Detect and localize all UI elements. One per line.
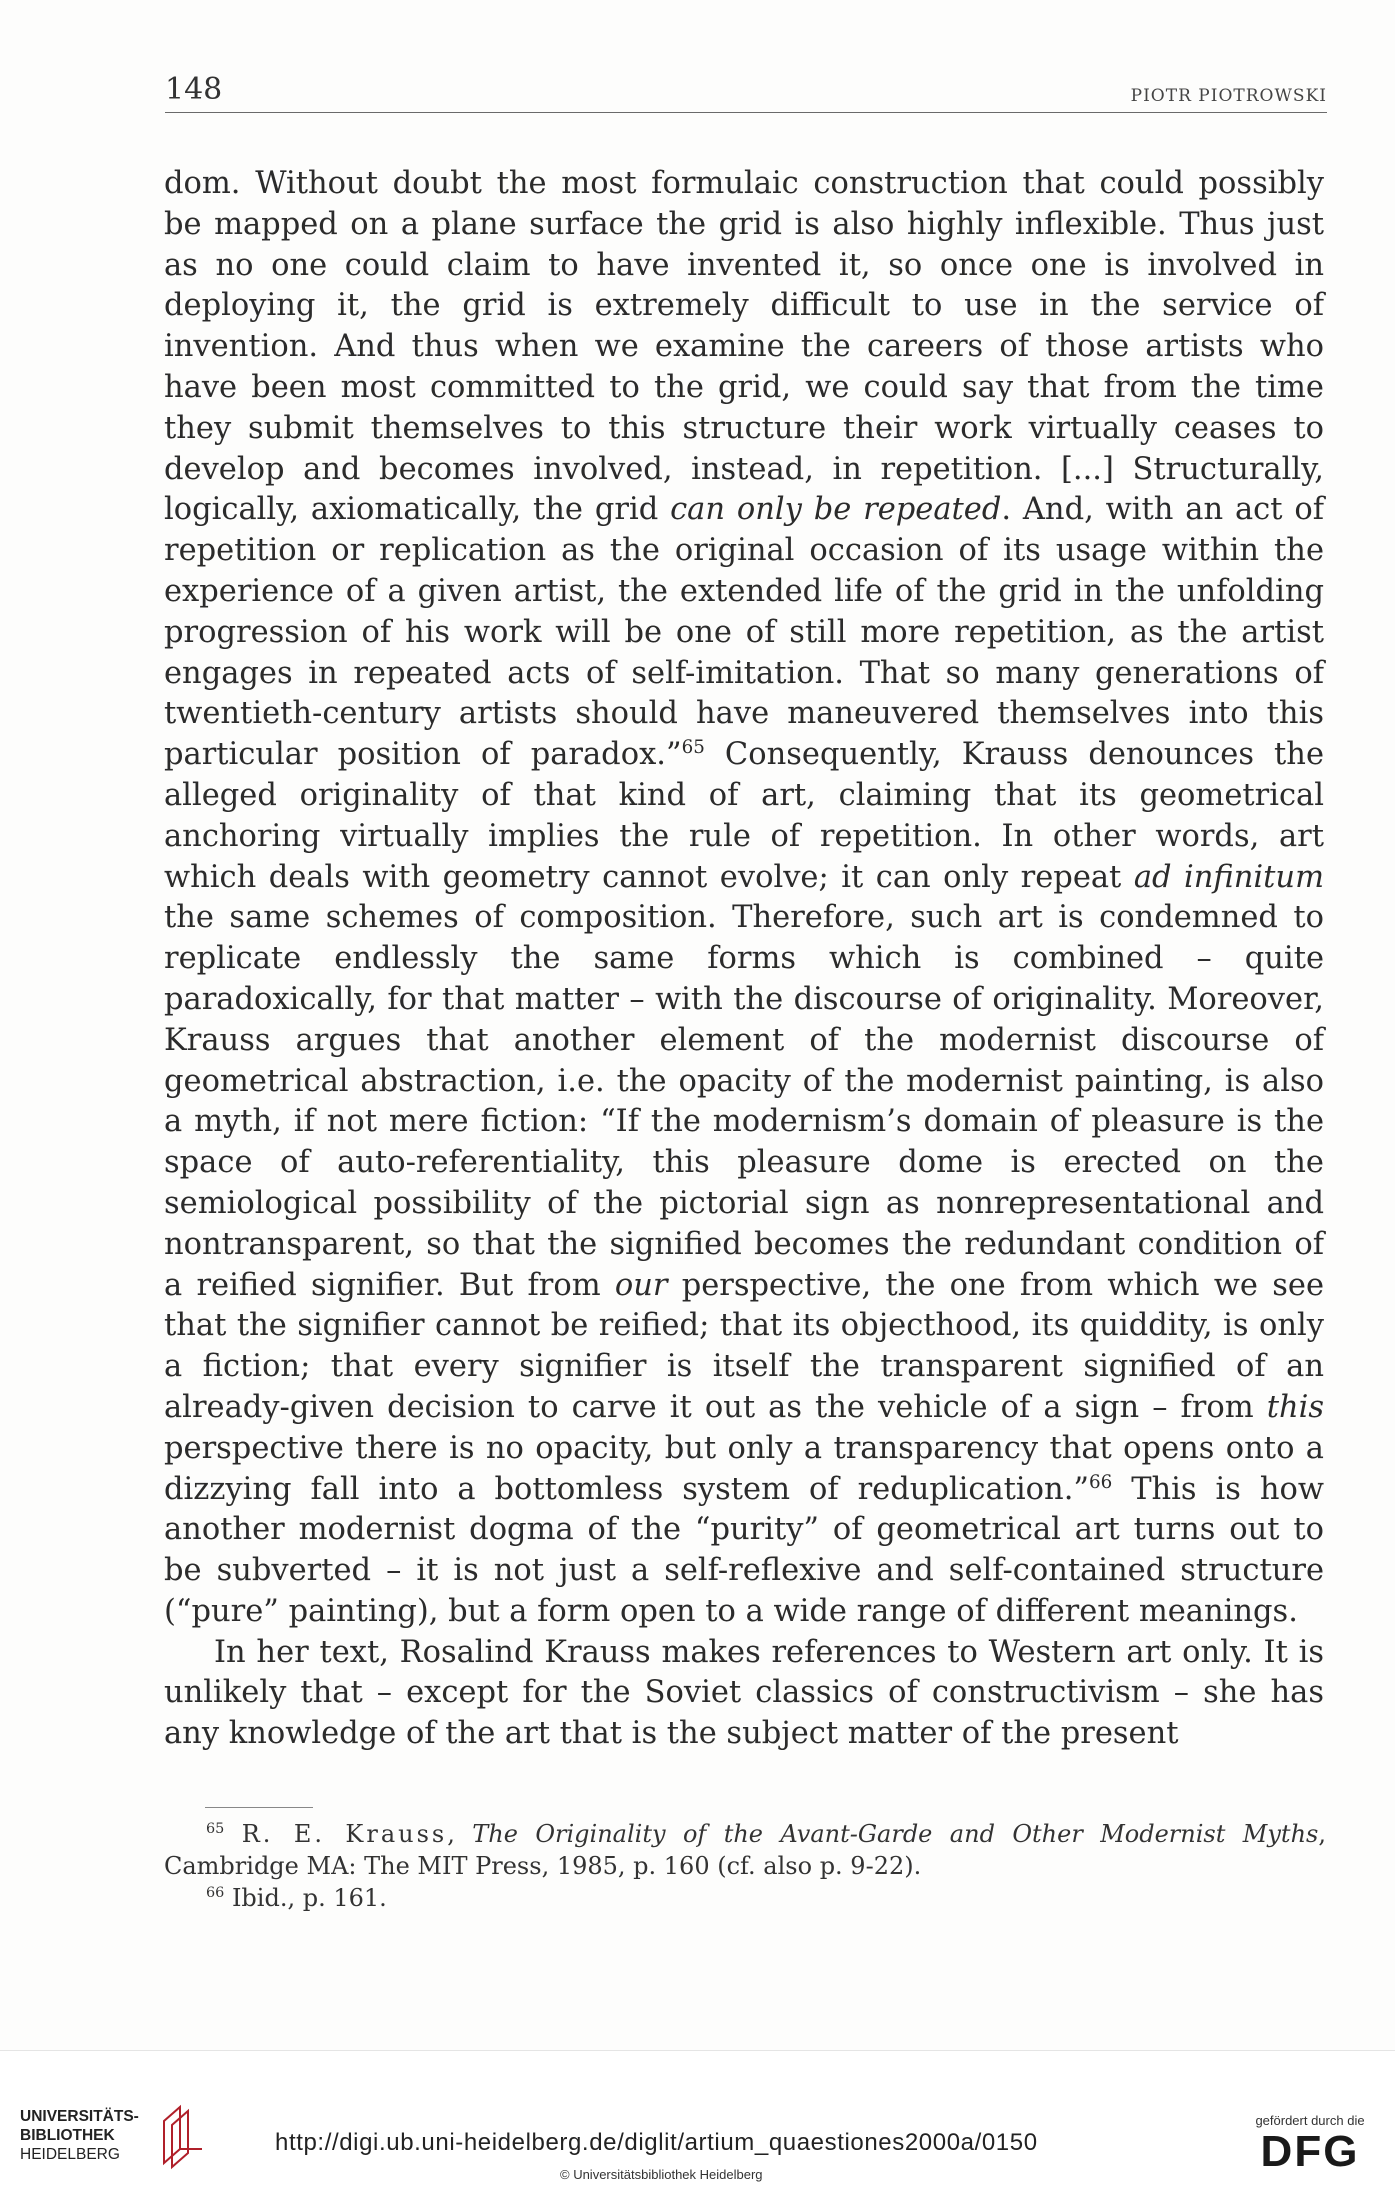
footnote-number: 65 xyxy=(206,1821,225,1837)
page-number: 148 xyxy=(165,72,223,107)
paragraph: dom. Without doubt the most formulaic construction that could possibly be mapped on a plane surface the grid is also highly inflexible. Thus just as no one could claim to have invented it, so once one is involved in deploying it, the grid is extremely difficult to use in the service of invention. And thus when we examine the careers of those artists who have been most committed to the grid, we could say that from the time they submit themselves to this structure their work virtually ceases to develop and becomes involved, instead, in repetition. [...] Structurally, logically, axiomatically, the grid can only be repeated. And, with an act of repetition or replication as the original occasion of its usage within the experience of a given artist, the extended life of the grid in the unfolding progression of his work will be one of still more repetition, as the artist engages in repeated acts of self-imitation. That so many generations of twentieth-century artists should have maneuvered themselves into this particular position of paradox.”$^{65}$ Consequently, Krauss denounces the alleged originality of that kind of art, claiming that its geometrical anchoring virtually implies the rule of repetition. In other words, art which deals with geometry cannot evolve; it can only repeat ad infinitum the same schemes of composition. Therefore, such art is condemned to replicate endlessly the same forms which is combined – quite paradoxically, for that matter – with the discourse of originality. Moreover, Krauss argues that another element of the modernist discourse of geometrical abstraction, i.e. the opacity of the modernist painting, is also a myth, if not mere fiction: “If the modernism’s domain of pleasure is the space of auto-referentiality, this pleasure dome is erected on the semiological possibility of the pictorial sign as nonrepresentational and nontransparent, so that the signified becomes the redundant condition of a reified signifier. But from our perspective, the one from which we see that the signifier cannot be reified; that its objecthood, its quiddity, is only a fiction; that every signifier is itself the transparent signified of an already-given decision to carve it out as the vehicle of a sign – from this perspective there is no opacity, but only a transparency that opens onto a dizzying fall into a bottomless system of reduplication.”$^{66}$ This is how another modernist dogma of the “purity” of geometrical art turns out to be subverted – it is not just a self-reflexive and self-contained structure (“pure” painting), but a form open to a wide range of different meanings. xyxy=(164,166,1324,1629)
footnote-65: $^{65}$ R. E. Krauss, The Originality of the Avant-Garde and Other Modernist Myths, Cambridge MA: The MIT Press, 1985, p. 160 (cf. also p. 9-22). xyxy=(164,1820,1326,1880)
page-header xyxy=(165,72,1327,113)
body-text xyxy=(164,164,1324,1755)
dfg-logo: DFG xyxy=(1260,2127,1360,2176)
copyright-notice: © Universitätsbibliothek Heidelberg xyxy=(560,2167,763,2182)
library-logo[interactable] xyxy=(20,2101,210,2173)
permalink-url[interactable]: http://digi.ub.uni-heidelberg.de/diglit/artium_quaestiones2000a/0150 xyxy=(275,2129,1038,2156)
paragraph: In her text, Rosalind Krauss makes references to Western art only. It is unlikely that – except for the Soviet classics of constructivism – she has any knowledge of the art that is the subject matter of the present xyxy=(164,1634,1324,1752)
emphasis: our xyxy=(614,1267,668,1303)
emphasis: can only be repeated xyxy=(670,492,1002,528)
footnote-number: 66 xyxy=(206,1885,225,1901)
emphasis: ad infinitum xyxy=(1133,859,1324,895)
running-head: PIOTR PIOTROWSKI xyxy=(1130,86,1327,106)
footnote-66: $^{66}$ Ibid., p. 161. xyxy=(206,1884,387,1912)
footnote-title: The Originality of the Avant-Garde and Other Modernist Myths xyxy=(472,1820,1319,1848)
footnote-ref: 66 xyxy=(1088,1471,1113,1493)
library-mark-icon xyxy=(158,2101,208,2171)
library-name: UNIVERSITÄTS- BIBLIOTHEK HEIDELBERG xyxy=(20,2108,139,2163)
footnote-author: R. E. Krauss xyxy=(241,1820,448,1848)
funded-by-label: gefördert durch die xyxy=(1255,2113,1365,2128)
funder-badge[interactable] xyxy=(1245,2113,1375,2183)
footnote-divider xyxy=(205,1807,313,1808)
footnotes xyxy=(164,1818,1326,1914)
footnote-ref: 65 xyxy=(681,737,705,758)
emphasis: this xyxy=(1266,1389,1324,1425)
digital-library-footer xyxy=(0,2050,1395,2186)
